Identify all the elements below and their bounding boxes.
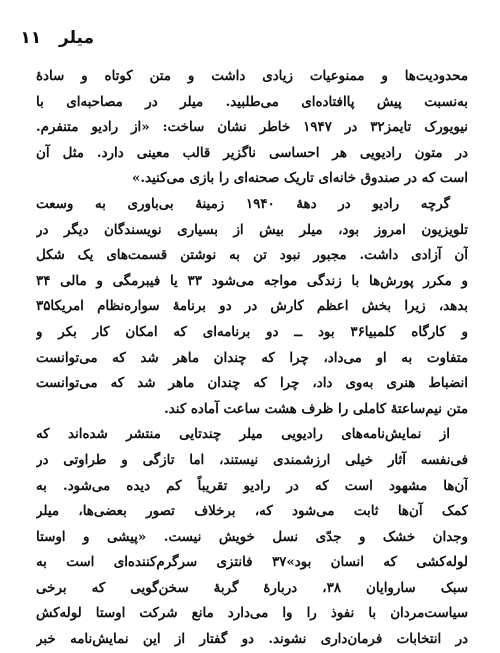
text-line: در متون رادیویی هر احساسی ناگزیر قالب معینی دارد. مثل آن	[36, 144, 468, 161]
text-line: به‌نسبت پیش پاافتاده‌ای می‌طلبید. میلر در مصاحبه‌ای با	[36, 93, 468, 110]
text-line: گرچه رادیو در دههٔ ۱۹۴۰ زمینهٔ بی‌باوری به وسعت	[36, 195, 450, 212]
text-line: آن‌ها مشهود است که در رادیو تقریباً کم دیده می‌شود. به	[36, 477, 468, 494]
text-line: متن نیم‌ساعتهٔ کاملی را ظرف هشت ساعت آماده کند.	[164, 400, 468, 417]
running-title: میلر	[59, 28, 94, 48]
text-line: لوله‌کشی که انسان بود»۳۷ فانتزی سرگرم‌کننده‌ای است به	[36, 554, 468, 571]
text-line: آن آزادی داشت. مجبور نبود تن به نوشتن قسمت‌های یک شکل	[36, 247, 468, 264]
page-header	[20, 28, 94, 48]
text-line: متفاوت به او می‌داد، چرا که چندان ماهر شد که می‌توانست	[36, 349, 468, 366]
body-text	[36, 64, 468, 653]
page-number: ۱۱	[20, 28, 42, 48]
text-line: سیاست‌مردان با نفوذ را وا می‌دارد مانع شرکت اوستا لوله‌کش	[36, 605, 468, 622]
text-line: و کارگاه کلمبیا۳۶ بود ــ دو برنامه‌ای که امکان کار بکر و	[36, 323, 468, 340]
text-line: بدهد، زیرا بخش اعظم کارش در دو برنامهٔ سواره‌نظام امریکا۳۵	[36, 298, 468, 315]
text-line: است که در صندوق خانه‌ای تاریک صحنه‌ای را بازی می‌کنید.»	[131, 170, 468, 187]
text-line: در انتخابات فرمان‌داری نشوند. دو گفتار از این نمایش‌نامه خبر	[36, 631, 468, 648]
text-line: فی‌نفسه آثار خیلی ارزشمندی نیستند، اما تازگی و طراوتی در	[36, 451, 468, 468]
text-line: نیویورک تایمز۳۲ در ۱۹۴۷ خاطر نشان ساخت: «از رادیو متنفرم.	[36, 119, 468, 136]
text-line: تلویزیون امروز بود، میلر بیش از بسیاری نویسندگان دیگر در	[36, 221, 468, 238]
text-line: وجدان خشک و جدّی نسل خویش نیست. «پیشی و اوستا	[36, 528, 468, 545]
text-line: کمک آن‌ها ثابت می‌شود که، برخلاف تصور بعضی‌ها، میلر	[36, 503, 468, 520]
text-line: از نمایش‌نامه‌های رادیویی میلر چندتایی منتشر شده‌اند که	[36, 426, 450, 443]
text-line: انضباط هنری به‌وی داد، چرا که چندان ماهر شد که می‌توانست	[36, 375, 468, 392]
text-line: محدودیت‌ها و ممنوعیات زیادی داشت و متن کوتاه و سادهٔ	[36, 68, 468, 84]
text-line: و مکرر پورش‌ها با زندگی مواجه می‌شود ۳۳ یا فیبرمگی و مالی ۳۴	[36, 272, 468, 289]
text-line: سبک ساروایان ۳۸، دربارهٔ گربهٔ سخن‌گویی که برخی	[36, 579, 468, 596]
